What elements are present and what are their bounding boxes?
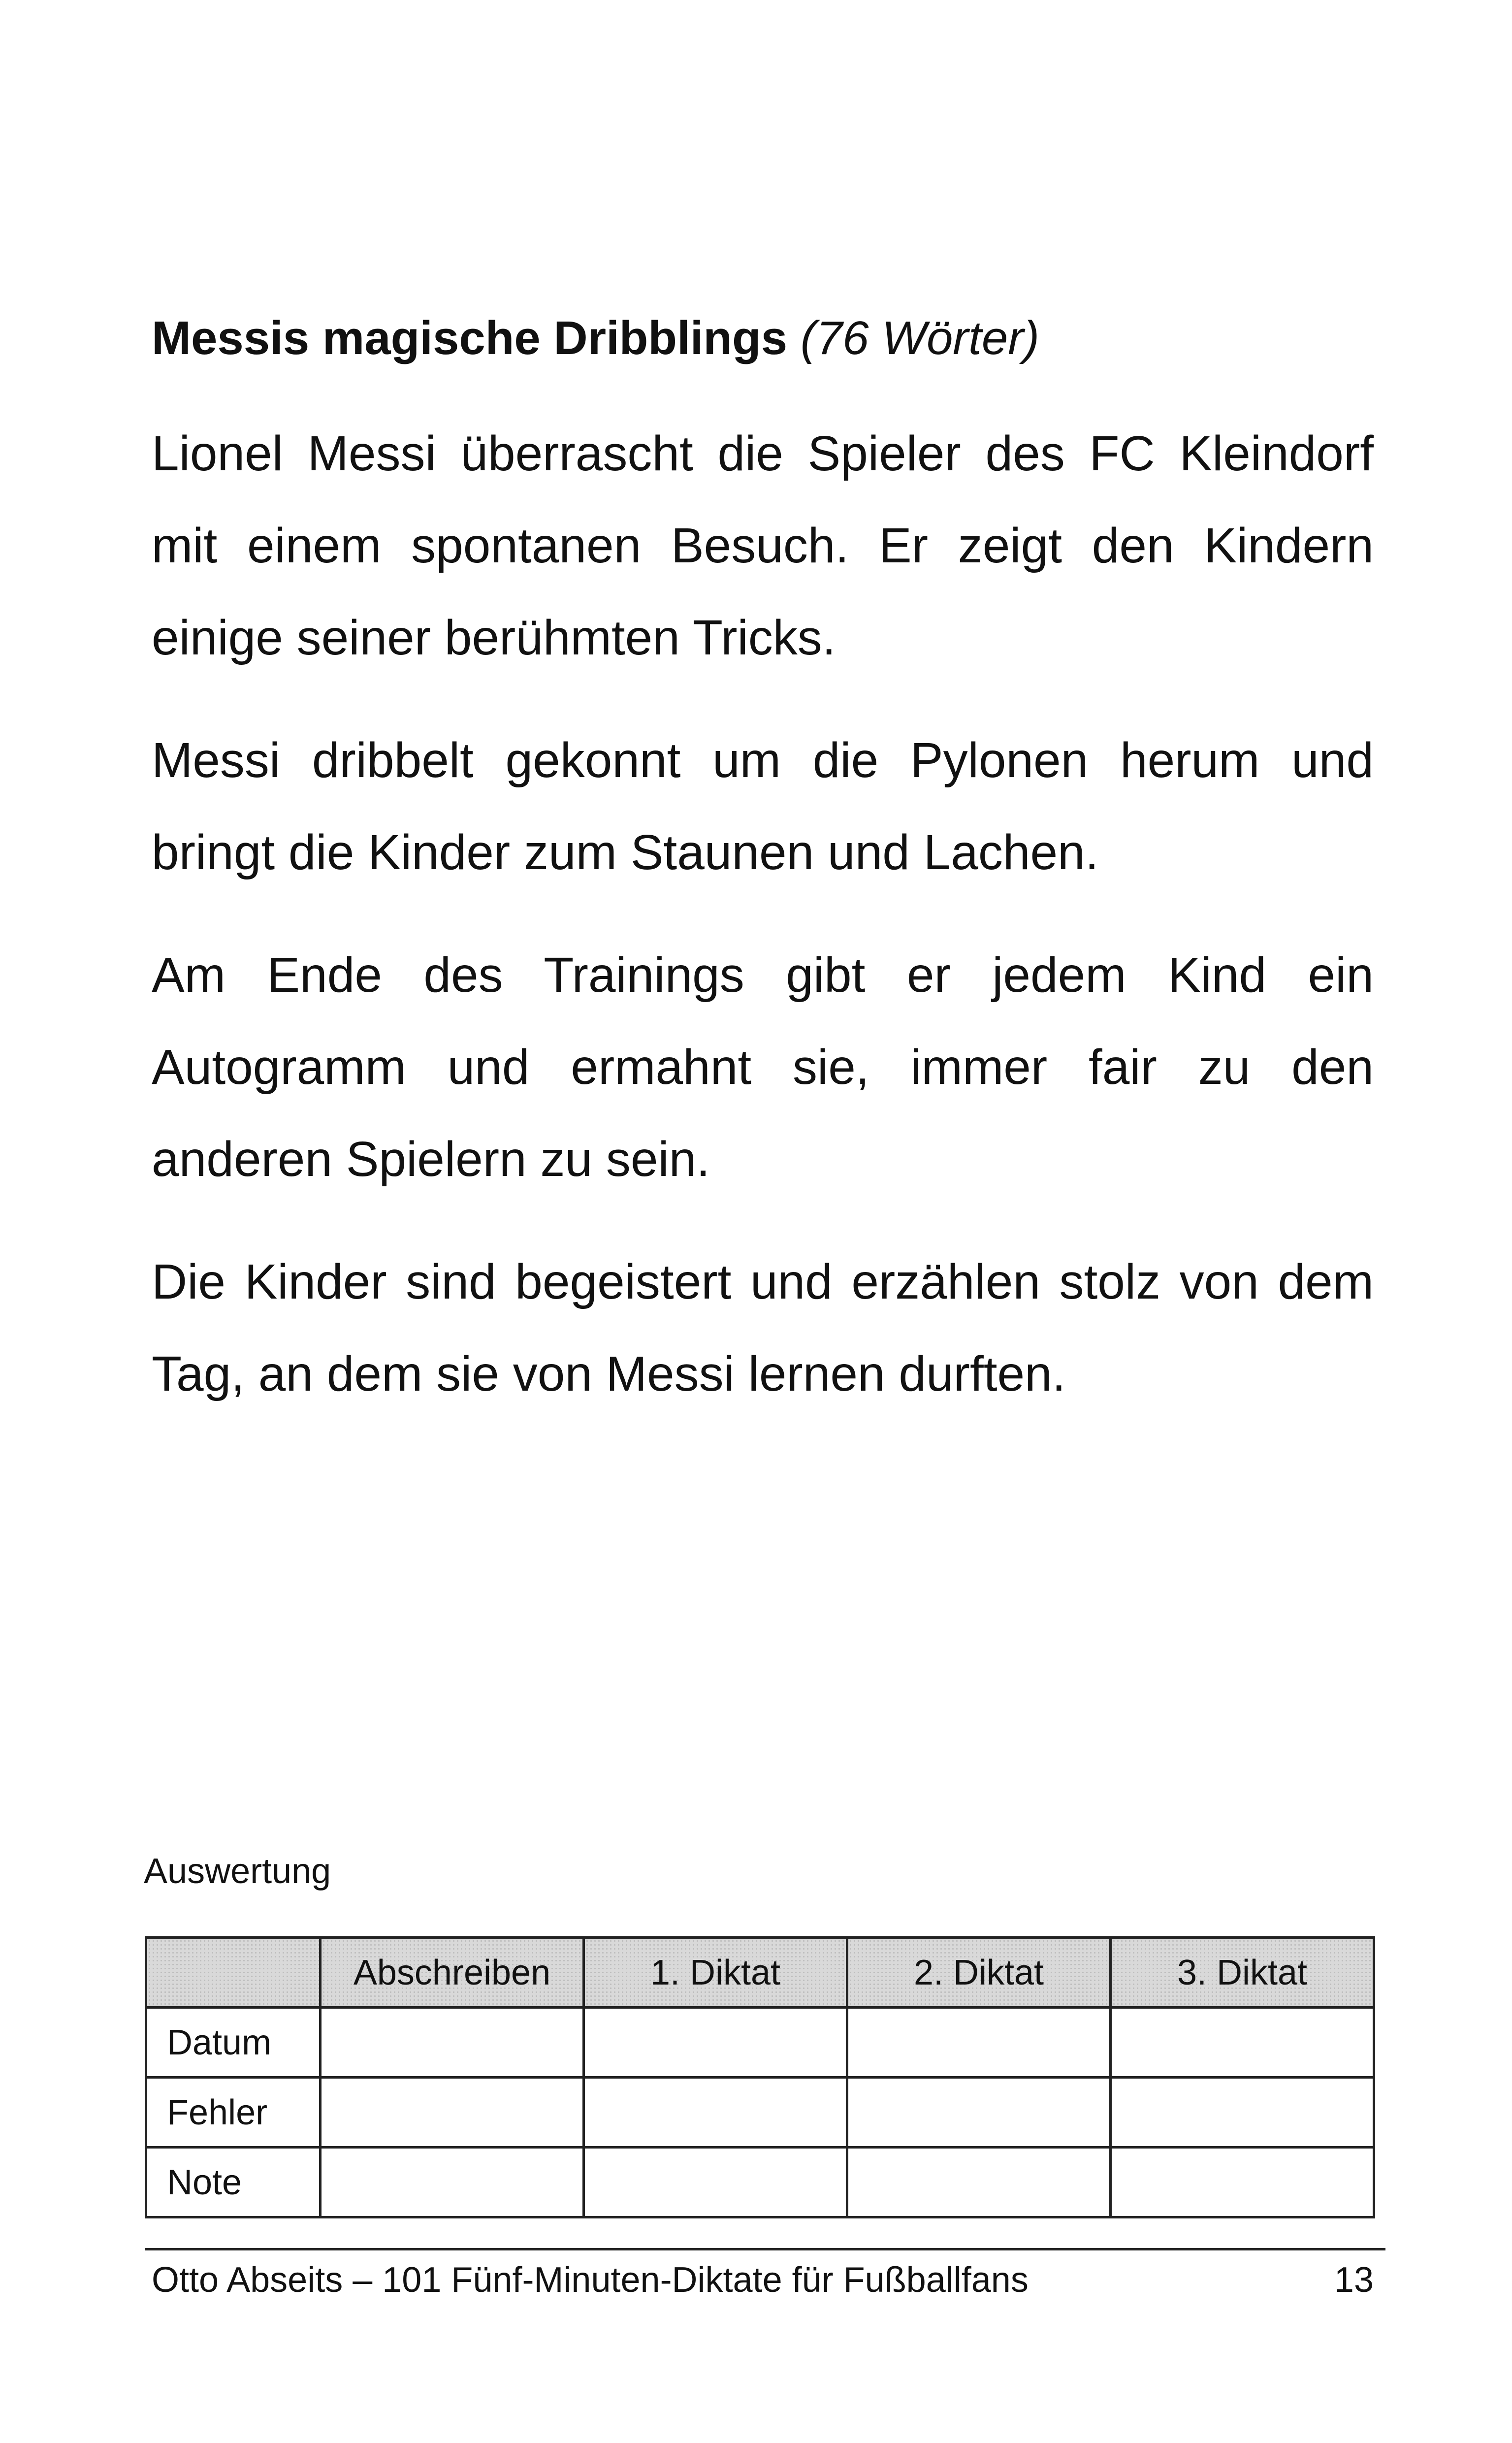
row-label-datum: Datum [146,2008,321,2078]
header-corner-cell [146,1938,321,2008]
column-header-diktat-1: 1. Diktat [584,1938,847,2008]
table-cell [847,2148,1111,2217]
column-header-diktat-3: 3. Diktat [1111,1938,1374,2008]
table-row [146,2148,1374,2217]
row-label-note: Note [146,2148,321,2217]
footer-divider [145,2248,1385,2250]
table-cell [321,2078,584,2148]
column-header-abschreiben: Abschreiben [321,1938,584,2008]
word-count: (76 Wörter) [800,312,1040,364]
table-cell [1111,2148,1374,2217]
table-cell [847,2008,1111,2078]
table-row [146,2078,1374,2148]
table-cell [847,2078,1111,2148]
table-cell [584,2008,847,2078]
table-cell [321,2148,584,2217]
dictation-title: Messis magische Dribblings [152,312,788,364]
paragraph-2: Messi dribbelt gekonnt um die Pylonen herum und bringt die Kinder zum Staunen und Lachen. [152,733,1374,880]
evaluation-table [145,1936,1375,2218]
row-label-fehler: Fehler [146,2078,321,2148]
table-cell [584,2078,847,2148]
column-header-diktat-2: 2. Diktat [847,1938,1111,2008]
paragraph-4: Die Kinder sind begeistert und erzählen stolz von dem Tag, an dem sie von Messi lernen durften. [152,1254,1374,1401]
table-row [146,2008,1374,2078]
table-header-row [146,1938,1374,2008]
table-cell [584,2148,847,2217]
table-cell [1111,2008,1374,2078]
evaluation-label: Auswertung [144,1852,331,1891]
page-number: 13 [1334,2260,1374,2300]
dictation-heading [152,306,1373,370]
paragraph-1: Lionel Messi überrascht die Spieler des FC Kleindorf mit einem spontanen Besuch. Er zeigt den Kindern einige seiner berühmten Tricks. [152,426,1374,665]
paragraph-3: Am Ende des Trainings gibt er jedem Kind ein Autogramm und ermahnt sie, immer fair zu den anderen Spielern zu sein. [152,947,1374,1187]
footer-book-title: Otto Abseits – 101 Fünf-Minuten-Diktate für Fußballfans [152,2260,1029,2300]
table-cell [1111,2078,1374,2148]
table-cell [321,2008,584,2078]
